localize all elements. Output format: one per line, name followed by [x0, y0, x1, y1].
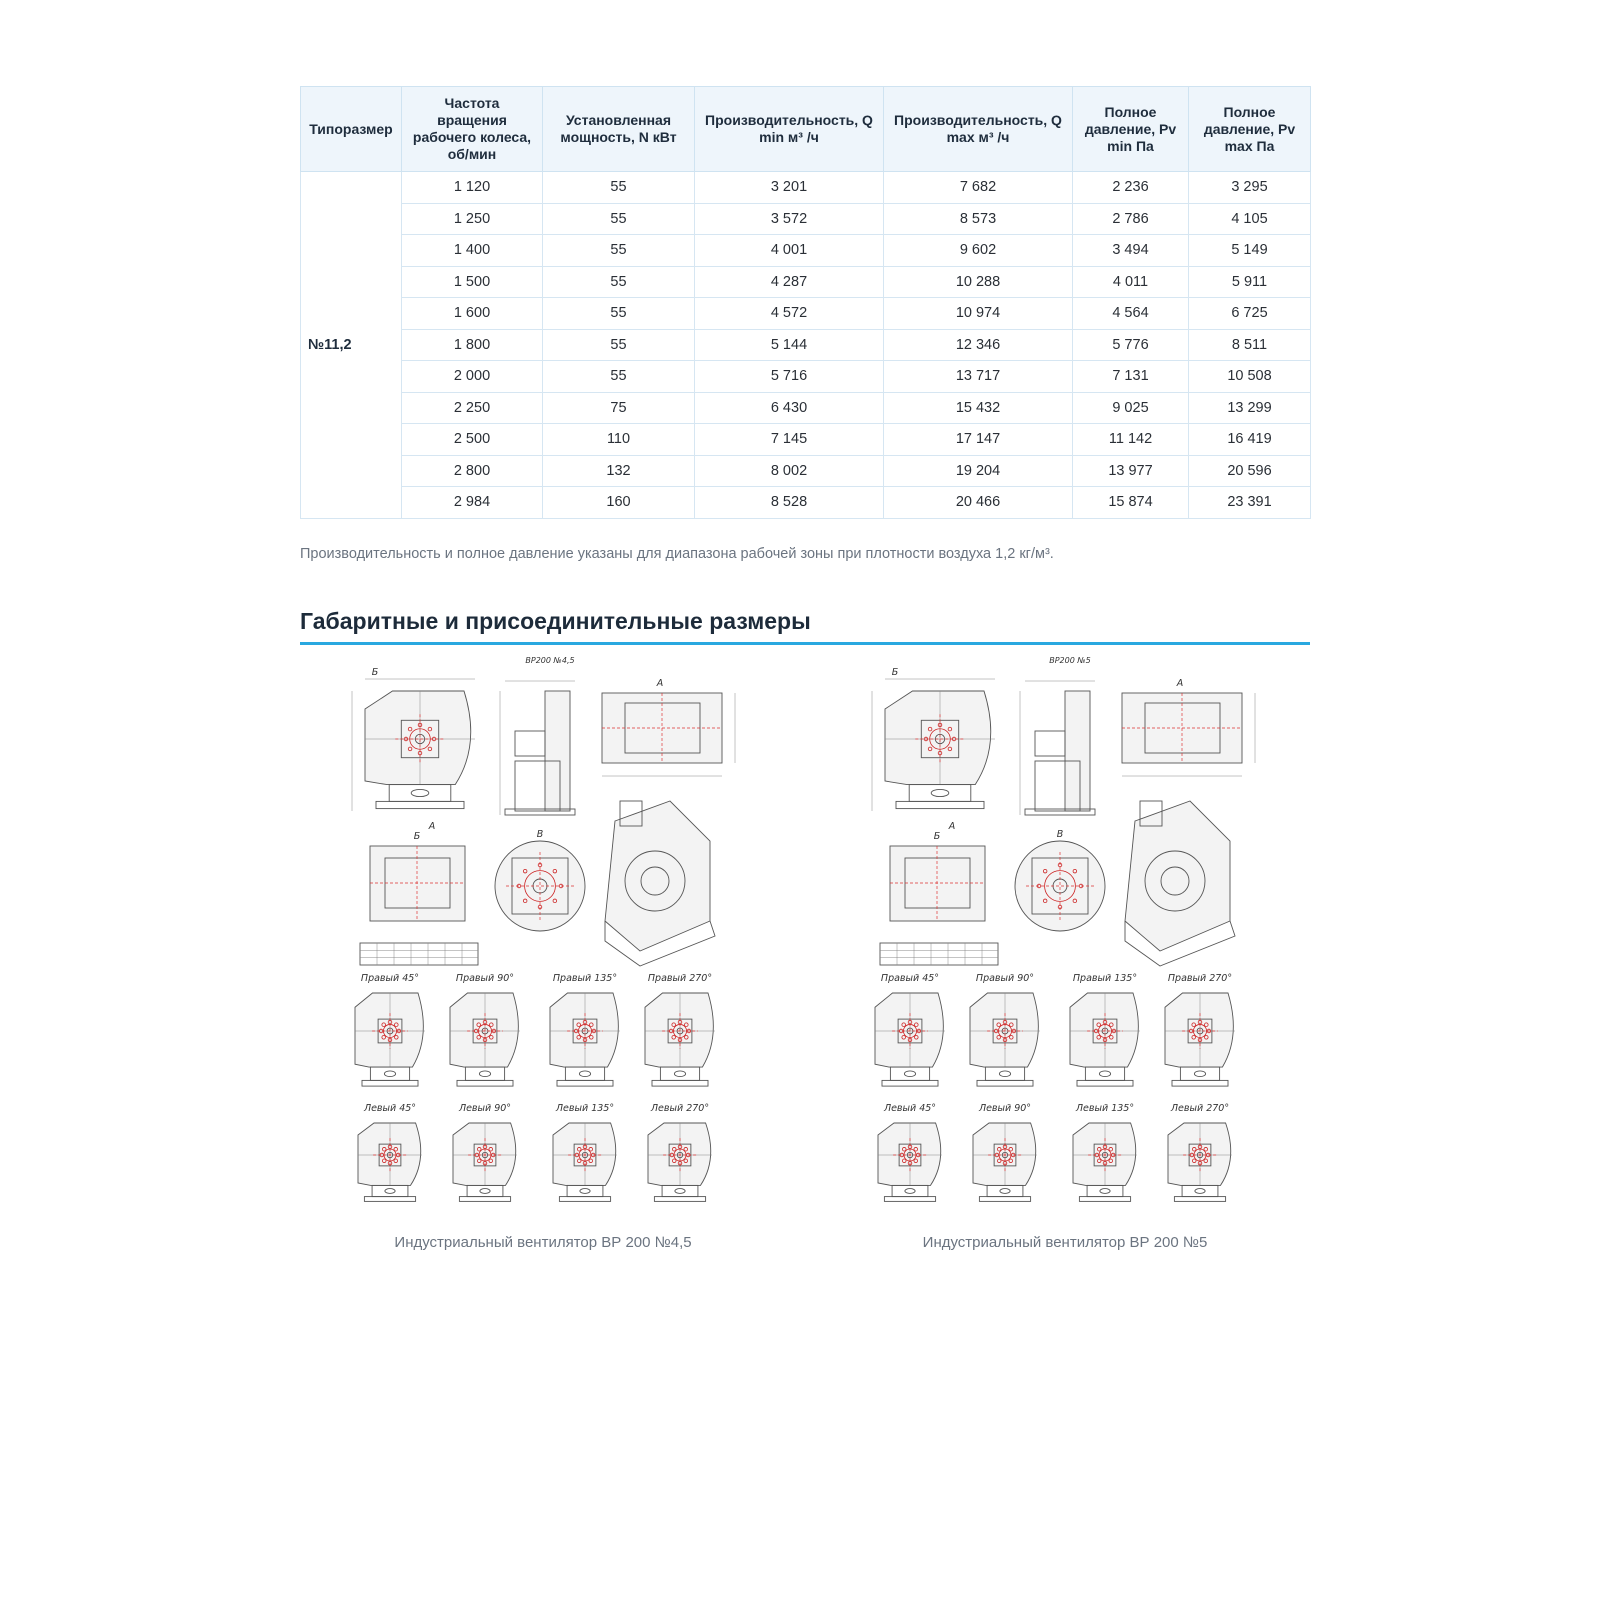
table-cell: 4 011 — [1073, 266, 1189, 298]
table-cell: 4 001 — [695, 235, 884, 267]
header-q-min: Производительность, Q min м³ /ч — [695, 87, 884, 172]
base-frame — [362, 1080, 418, 1086]
table-cell: 55 — [543, 172, 695, 204]
table-row — [301, 361, 1311, 393]
table-cell: 10 974 — [884, 298, 1073, 330]
variant-label: Левый 45° — [363, 1103, 417, 1114]
table-cell: 11 142 — [1073, 424, 1189, 456]
variant-label: Правый 135° — [552, 973, 618, 984]
base-frame — [884, 1197, 935, 1202]
table-cell: 5 149 — [1189, 235, 1311, 267]
motor-outline — [384, 1071, 395, 1077]
view-label-a: А — [656, 678, 664, 689]
table-cell: 2 500 — [402, 424, 543, 456]
side-housing — [1065, 691, 1090, 811]
motor-outline — [904, 1071, 915, 1077]
technical-drawing — [340, 651, 750, 1211]
drawing-fan-5 — [860, 651, 1270, 1211]
header-speed: Частота вращения рабочего колеса, об/мин — [402, 87, 543, 172]
side-motor — [1035, 731, 1065, 756]
base-frame — [1172, 1080, 1228, 1086]
table-cell: 4 572 — [695, 298, 884, 330]
section-title-rule — [300, 642, 1310, 645]
iso-housing — [605, 801, 710, 951]
table-cell: 2 250 — [402, 392, 543, 424]
table-row — [301, 298, 1311, 330]
table-cell: 10 508 — [1189, 361, 1311, 393]
table-row — [301, 424, 1311, 456]
motor-outline — [905, 1189, 915, 1194]
table-cell: 5 776 — [1073, 329, 1189, 361]
table-cell: 15 432 — [884, 392, 1073, 424]
table-cell: 8 002 — [695, 455, 884, 487]
fan-base — [987, 1185, 1023, 1196]
table-cell: 13 977 — [1073, 455, 1189, 487]
outlet-flange-outer — [890, 846, 985, 921]
table-cell: 110 — [543, 424, 695, 456]
variant-label: Правый 90° — [455, 973, 515, 984]
base-frame — [559, 1197, 610, 1202]
motor-outline — [675, 1189, 685, 1194]
base-frame — [364, 1197, 415, 1202]
motor-outline — [480, 1189, 490, 1194]
table-cell: 55 — [543, 235, 695, 267]
fan-housing — [1168, 1123, 1231, 1185]
variant-label: Левый 135° — [1075, 1103, 1135, 1114]
mini-table — [880, 943, 998, 965]
fan-base — [892, 1185, 928, 1196]
table-cell: 13 717 — [884, 361, 1073, 393]
variant-label: Правый 45° — [880, 973, 940, 984]
motor-outline — [931, 789, 949, 796]
motor-outline — [411, 789, 429, 796]
base-frame — [979, 1197, 1030, 1202]
view-label-b: Б — [413, 831, 421, 842]
fan-housing — [358, 1123, 421, 1185]
fan-base — [1087, 1185, 1123, 1196]
motor-outline — [674, 1071, 685, 1077]
table-cell: 1 500 — [402, 266, 543, 298]
table-cell: 7 145 — [695, 424, 884, 456]
header-pv-min: Полное давление, Pv min Па — [1073, 87, 1189, 172]
base-frame — [1077, 1080, 1133, 1086]
variant-label: Левый 90° — [978, 1103, 1032, 1114]
table-cell: 5 716 — [695, 361, 884, 393]
table-cell: 2 236 — [1073, 172, 1189, 204]
table-cell: 3 572 — [695, 203, 884, 235]
base-frame — [1079, 1197, 1130, 1202]
motor-outline — [580, 1189, 590, 1194]
base-frame — [376, 801, 464, 808]
table-cell: 17 147 — [884, 424, 1073, 456]
outlet-flange-outer — [370, 846, 465, 921]
table-cell: 20 596 — [1189, 455, 1311, 487]
view-label-v: В — [1056, 829, 1064, 840]
header-size: Типоразмер — [301, 87, 402, 172]
table-cell: 8 528 — [695, 487, 884, 519]
table-cell: 9 602 — [884, 235, 1073, 267]
fan-housing — [973, 1123, 1036, 1185]
table-cell: 10 288 — [884, 266, 1073, 298]
table-cell: 1 600 — [402, 298, 543, 330]
table-header-row — [301, 87, 1311, 172]
drawing-caption-5: Индустриальный вентилятор ВР 200 №5 — [922, 1234, 1208, 1251]
base-frame — [977, 1080, 1033, 1086]
table-row — [301, 487, 1311, 519]
variant-label: Левый 135° — [555, 1103, 615, 1114]
section-title: Габаритные и присоединительные размеры — [300, 608, 811, 634]
variant-label: Левый 270° — [1170, 1103, 1230, 1114]
table-cell: 4 564 — [1073, 298, 1189, 330]
fan-housing — [365, 691, 471, 785]
table-cell: 5 911 — [1189, 266, 1311, 298]
table-cell: 23 391 — [1189, 487, 1311, 519]
table-cell: 13 299 — [1189, 392, 1311, 424]
motor-outline — [479, 1071, 490, 1077]
fan-housing — [550, 993, 618, 1067]
table-cell: 6 725 — [1189, 298, 1311, 330]
table-cell: 2 786 — [1073, 203, 1189, 235]
base-frame — [652, 1080, 708, 1086]
spec-table — [300, 86, 1311, 519]
fan-base — [890, 1067, 929, 1080]
table-cell: 55 — [543, 361, 695, 393]
technical-drawing — [860, 651, 1270, 1211]
table-cell: 20 466 — [884, 487, 1073, 519]
fan-base — [372, 1185, 408, 1196]
fan-housing — [1073, 1123, 1136, 1185]
variant-label: Левый 270° — [650, 1103, 710, 1114]
table-cell: 16 419 — [1189, 424, 1311, 456]
variant-label: Правый 270° — [1167, 973, 1233, 984]
table-cell: 2 984 — [402, 487, 543, 519]
table-cell: 132 — [543, 455, 695, 487]
side-motor — [515, 731, 545, 756]
table-cell: 160 — [543, 487, 695, 519]
fan-base — [370, 1067, 409, 1080]
base-frame — [896, 801, 984, 808]
base-frame — [457, 1080, 513, 1086]
variant-label: Правый 270° — [647, 973, 713, 984]
table-cell: 8 511 — [1189, 329, 1311, 361]
variant-label: Левый 45° — [883, 1103, 937, 1114]
fan-housing — [970, 993, 1038, 1067]
table-row — [301, 392, 1311, 424]
table-cell: 9 025 — [1073, 392, 1189, 424]
table-cell: 2 000 — [402, 361, 543, 393]
header-q-max: Производительность, Q max м³ /ч — [884, 87, 1073, 172]
view-label-b: Б — [891, 667, 899, 678]
fan-housing — [1165, 993, 1233, 1067]
table-cell: 55 — [543, 329, 695, 361]
fan-base — [662, 1185, 698, 1196]
fan-housing — [648, 1123, 711, 1185]
header-power: Установленная мощность, N кВт — [543, 87, 695, 172]
motor-outline — [385, 1189, 395, 1194]
table-cell: 6 430 — [695, 392, 884, 424]
table-row — [301, 172, 1311, 204]
base-frame — [459, 1197, 510, 1202]
motor-outline — [1194, 1071, 1205, 1077]
view-label-b: Б — [933, 831, 941, 842]
table-row — [301, 203, 1311, 235]
drawing-fan-4-5 — [340, 651, 750, 1211]
table-row — [301, 266, 1311, 298]
table-cell: 4 287 — [695, 266, 884, 298]
fan-base — [909, 785, 971, 802]
fan-base — [1180, 1067, 1219, 1080]
table-cell: 75 — [543, 392, 695, 424]
table-cell: 5 144 — [695, 329, 884, 361]
fan-housing — [875, 993, 943, 1067]
motor-outline — [1000, 1189, 1010, 1194]
table-cell: 1 250 — [402, 203, 543, 235]
fan-housing — [453, 1123, 516, 1185]
fan-housing — [885, 691, 991, 785]
table-cell: 1 120 — [402, 172, 543, 204]
table-note: Производительность и полное давление указаны для диапазона рабочей зоны при плотности воздуха 1,2 кг/м³. — [300, 546, 1054, 562]
fan-base — [389, 785, 451, 802]
variant-label: Правый 135° — [1072, 973, 1138, 984]
base-frame — [654, 1197, 705, 1202]
fan-base — [1182, 1185, 1218, 1196]
table-cell: 7 131 — [1073, 361, 1189, 393]
table-cell: 55 — [543, 298, 695, 330]
fan-housing — [450, 993, 518, 1067]
fan-base — [660, 1067, 699, 1080]
motor-outline — [1195, 1189, 1205, 1194]
model-label: ВР200 №4,5 — [525, 656, 575, 665]
table-cell: 3 494 — [1073, 235, 1189, 267]
table-cell: 8 573 — [884, 203, 1073, 235]
fan-housing — [355, 993, 423, 1067]
base-frame — [557, 1080, 613, 1086]
table-cell: 2 800 — [402, 455, 543, 487]
motor-outline — [1099, 1071, 1110, 1077]
variant-label: Левый 90° — [458, 1103, 512, 1114]
variant-label: Правый 90° — [975, 973, 1035, 984]
table-row — [301, 329, 1311, 361]
iso-housing — [1125, 801, 1230, 951]
fan-base — [465, 1067, 504, 1080]
side-housing — [545, 691, 570, 811]
fan-housing — [553, 1123, 616, 1185]
fan-housing — [1070, 993, 1138, 1067]
base-frame — [882, 1080, 938, 1086]
fan-base — [985, 1067, 1024, 1080]
table-row — [301, 455, 1311, 487]
table-cell: 15 874 — [1073, 487, 1189, 519]
view-label-b: Б — [371, 667, 379, 678]
model-label: ВР200 №5 — [1049, 656, 1091, 665]
view-label-a: А — [948, 821, 956, 832]
fan-housing — [645, 993, 713, 1067]
table-cell: 12 346 — [884, 329, 1073, 361]
table-cell: 55 — [543, 266, 695, 298]
view-label-v: В — [536, 829, 544, 840]
motor-outline — [579, 1071, 590, 1077]
drawing-caption-4-5: Индустриальный вентилятор ВР 200 №4,5 — [394, 1234, 692, 1251]
table-cell: 3 295 — [1189, 172, 1311, 204]
table-cell: 55 — [543, 203, 695, 235]
table-cell: 4 105 — [1189, 203, 1311, 235]
table-row — [301, 235, 1311, 267]
fan-base — [467, 1185, 503, 1196]
header-pv-max: Полное давление, Pv max Па — [1189, 87, 1311, 172]
table-cell: 1 800 — [402, 329, 543, 361]
motor-outline — [1100, 1189, 1110, 1194]
size-cell: №11,2 — [301, 172, 402, 519]
table-cell: 3 201 — [695, 172, 884, 204]
motor-outline — [999, 1071, 1010, 1077]
variant-label: Правый 45° — [360, 973, 420, 984]
fan-base — [567, 1185, 603, 1196]
mini-table — [360, 943, 478, 965]
table-cell: 19 204 — [884, 455, 1073, 487]
view-label-a: А — [428, 821, 436, 832]
fan-housing — [878, 1123, 941, 1185]
page — [300, 86, 1310, 1251]
table-cell: 1 400 — [402, 235, 543, 267]
table-cell: 7 682 — [884, 172, 1073, 204]
view-label-a: А — [1176, 678, 1184, 689]
fan-base — [1085, 1067, 1124, 1080]
fan-base — [565, 1067, 604, 1080]
base-frame — [1174, 1197, 1225, 1202]
